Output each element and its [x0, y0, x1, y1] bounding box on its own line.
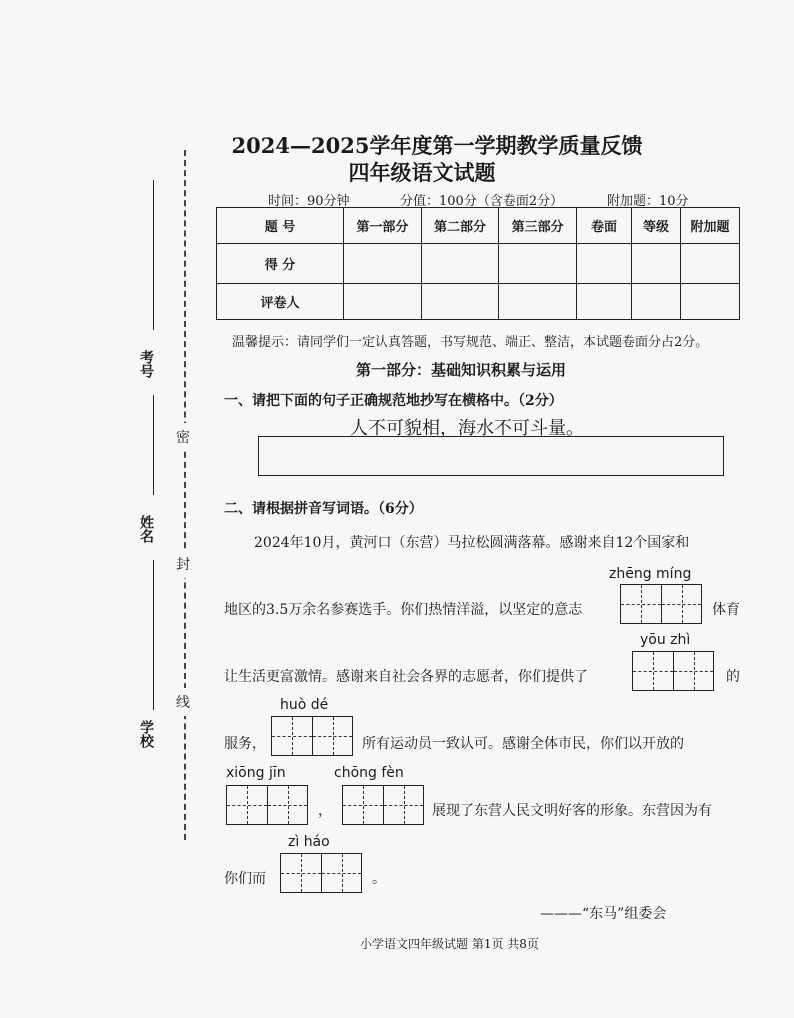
seal-char-xian: 线 [176, 688, 190, 716]
pinyin-6: zì háo [288, 834, 330, 850]
exam-extra: 附加题：10分 [607, 194, 689, 209]
answer-grid-5[interactable] [342, 785, 424, 825]
pinyin-2: yōu zhì [640, 632, 691, 648]
q2-line2a: 地区的3.5万余名参赛选手。你们热情洋溢，以坚定的意志 [224, 602, 583, 618]
answer-grid-1[interactable] [620, 584, 702, 624]
exam-score: 分值：100分（含卷面2分） [400, 194, 564, 209]
name-line[interactable] [153, 395, 154, 495]
grader-cell[interactable] [681, 284, 740, 320]
seal-char-mi: 密 [176, 423, 190, 451]
school-label: 学校 [138, 720, 154, 748]
q2-line4b: 所有运动员一致认可。感谢全体市民，你们以开放的 [362, 736, 684, 752]
q1-title: 一、请把下面的句子正确规范地抄写在横格中。（2分） [224, 393, 563, 409]
page-footer: 小学语文四年级试题 第1页 共8页 [360, 937, 539, 951]
copy-answer-box[interactable] [258, 436, 724, 476]
grader-cell[interactable] [421, 284, 499, 320]
part1-title: 第一部分：基础知识积累与运用 [356, 361, 567, 379]
q2-line6a: 你们而 [224, 871, 266, 887]
q2-sep: ， [318, 803, 332, 819]
answer-grid-2[interactable] [632, 651, 714, 691]
q1-sentence: 人不可貌相，海水不可斗量。 [350, 418, 584, 439]
school-line[interactable] [153, 560, 154, 710]
score-cell[interactable] [421, 244, 499, 284]
score-cell[interactable] [499, 244, 577, 284]
exam-no-line[interactable] [153, 180, 154, 330]
exam-time: 时间：90分钟 [268, 194, 350, 209]
th-neatness: 卷面 [577, 208, 632, 244]
q2-line2b: 体育 [712, 602, 740, 618]
score-cell[interactable] [681, 244, 740, 284]
answer-grid-3[interactable] [271, 716, 353, 756]
grader-cell[interactable] [632, 284, 681, 320]
pinyin-4: xiōng jīn [226, 765, 286, 781]
score-cell[interactable] [632, 244, 681, 284]
q2-line4a: 服务， [224, 736, 266, 752]
name-label: 姓名 [138, 515, 154, 543]
pinyin-3: huò dé [280, 697, 329, 713]
score-cell[interactable] [577, 244, 632, 284]
th-no: 题 号 [217, 208, 344, 244]
th-grade: 等级 [632, 208, 681, 244]
th-part1: 第一部分 [344, 208, 422, 244]
exam-title: 2024—2025学年度第一学期教学质量反馈 [231, 133, 643, 158]
q2-line6b: 。 [372, 871, 386, 887]
seal-dashed-line [184, 150, 186, 840]
grader-cell[interactable] [499, 284, 577, 320]
tip-text: 温馨提示：请同学们一定认真答题，书写规范、端正、整洁，本试题卷面分占2分。 [232, 335, 709, 350]
exam-no-label: 考号 [138, 350, 154, 378]
th-part3: 第三部分 [499, 208, 577, 244]
grader-cell[interactable] [344, 284, 422, 320]
q2-title: 二、请根据拼音写词语。（6分） [224, 501, 423, 517]
grader-cell[interactable] [577, 284, 632, 320]
pinyin-5: chōng fèn [334, 765, 404, 781]
q2-line3a: 让生活更富激情。感谢来自社会各界的志愿者，你们提供了 [224, 669, 588, 685]
pinyin-1: zhēng míng [609, 566, 692, 582]
answer-grid-6[interactable] [280, 853, 362, 893]
signature: ———“东马”组委会 [540, 906, 667, 922]
seal-char-feng: 封 [176, 550, 190, 578]
exam-subtitle: 四年级语文试题 [348, 160, 496, 185]
th-extra: 附加题 [681, 208, 740, 244]
score-table [216, 207, 740, 320]
row-grader-label: 评卷人 [217, 284, 344, 320]
q2-line3b: 的 [726, 669, 740, 685]
row-score-label: 得 分 [217, 244, 344, 284]
score-cell[interactable] [344, 244, 422, 284]
answer-grid-4[interactable] [226, 785, 308, 825]
th-part2: 第二部分 [421, 208, 499, 244]
q2-line1: 2024年10月，黄河口（东营）马拉松圆满落幕。感谢来自12个国家和 [254, 535, 690, 551]
q2-line5b: 展现了东营人民文明好客的形象。东营因为有 [432, 803, 712, 819]
